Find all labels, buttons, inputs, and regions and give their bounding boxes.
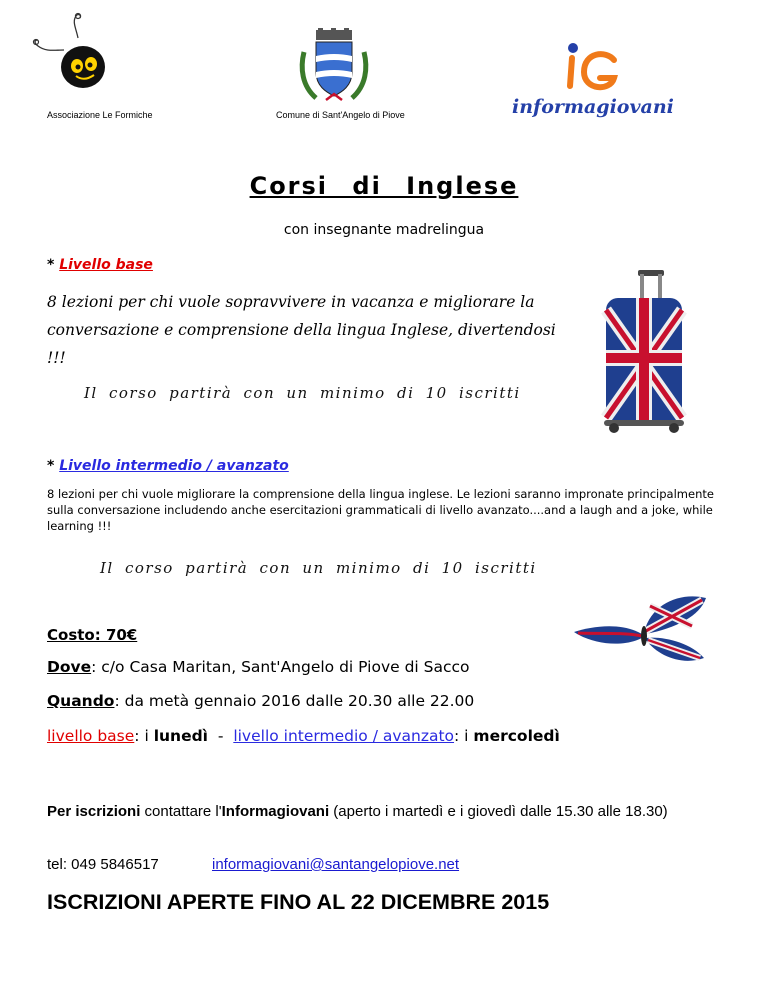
suitcase-icon — [598, 268, 690, 436]
schedule-base-label: livello base — [47, 727, 135, 745]
where-label: Dove — [47, 658, 92, 676]
contact-hours: (aperto i martedì e i giovedì dalle 15.30 alle 18.30) — [329, 803, 668, 820]
intermediate-description: 8 lezioni per chi vuole migliorare la comprensione della lingua inglese. Le lezioni saranno impronate principalmente sulla conversazione includendo anche esercitazioni grammaticali di livello avanzato....and a laugh and a joke, while learning !!! — [47, 487, 714, 533]
schedule-separator: - — [208, 727, 234, 745]
contact-org: Informagiovani — [221, 803, 330, 820]
schedule-intermediate-prefix: : i — [454, 727, 474, 745]
cost-text: Costo: 70€ — [47, 626, 138, 644]
coat-of-arms-icon — [298, 28, 370, 108]
ig-icon — [510, 38, 680, 98]
ant-icon — [28, 10, 118, 100]
butterfly-image — [572, 592, 722, 668]
where-value: : c/o Casa Maritan, Sant'Angelo di Piove di Sacco — [91, 658, 470, 676]
logo1-caption: Associazione Le Formiche — [47, 110, 153, 120]
page-subtitle: con insegnante madrelingua — [283, 222, 485, 238]
butterfly-icon — [572, 592, 722, 668]
schedule-intermediate-label: livello intermedio / avanzato — [233, 727, 455, 745]
contact-lead-text: contattare l' — [140, 803, 222, 820]
schedule-line — [47, 727, 560, 745]
intermediate-note: Il corso partirà con un minimo di 10 iscritti — [100, 559, 537, 577]
logo3-text: informagiovani — [512, 96, 674, 118]
contact-phone: tel: 049 5846517 — [47, 856, 159, 873]
base-level-heading — [47, 257, 153, 273]
intermediate-level-heading — [47, 458, 289, 474]
schedule-base-day: lunedì — [153, 727, 208, 745]
intermediate-level-label: Livello intermedio / avanzato — [59, 458, 289, 474]
page-title: Corsi di Inglese — [249, 172, 519, 200]
ant-logo — [28, 10, 118, 100]
when-label: Quando — [47, 692, 115, 710]
coat-of-arms-logo — [298, 28, 370, 108]
base-note: Il corso partirà con un minimo di 10 iscritti — [84, 384, 521, 402]
when-value: : da metà gennaio 2016 dalle 20.30 alle 22.00 — [114, 692, 475, 710]
contact-email-link[interactable]: informagiovani@santangelopiove.net — [212, 856, 460, 873]
suitcase-image — [598, 268, 690, 436]
base-description: 8 lezioni per chi vuole sopravvivere in vacanza e migliorare la conversazione e comprensione della lingua Inglese, divertendosi !!! — [47, 293, 556, 367]
when-line — [47, 692, 474, 710]
contact-paragraph — [47, 801, 737, 822]
base-bullet: * — [47, 257, 55, 273]
base-level-label: Livello base — [59, 257, 153, 273]
schedule-base-prefix: : i — [134, 727, 154, 745]
intermediate-bullet: * — [47, 458, 55, 474]
contact-lead: Per iscrizioni — [47, 803, 141, 820]
where-line — [47, 658, 470, 676]
logo2-caption: Comune di Sant'Angelo di Piove — [276, 110, 405, 120]
schedule-intermediate-day: mercoledì — [473, 727, 560, 745]
registration-deadline: ISCRIZIONI APERTE FINO AL 22 DICEMBRE 2015 — [47, 890, 550, 914]
informagiovani-logo — [510, 38, 680, 118]
